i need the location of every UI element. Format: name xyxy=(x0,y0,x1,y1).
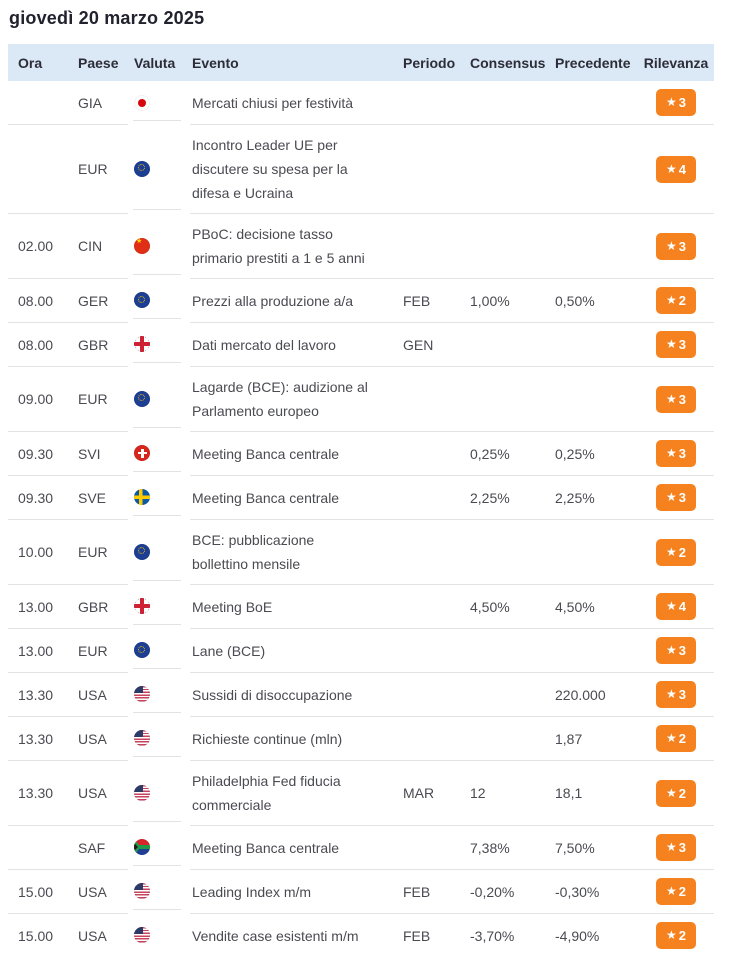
column-header-consensus: Consensus xyxy=(470,54,546,71)
relevance-value: 2 xyxy=(678,884,686,899)
previous-cell: 4,50% xyxy=(553,584,638,628)
event-row xyxy=(8,213,714,278)
star-icon: ★ xyxy=(666,731,677,745)
relevance-badge xyxy=(656,637,696,664)
previous-cell xyxy=(553,519,638,584)
consensus-cell: 2,25% xyxy=(468,475,553,519)
period-cell: FEB xyxy=(402,869,468,913)
usa-flag-icon xyxy=(134,730,150,746)
consensus-cell xyxy=(468,366,553,431)
period-cell: FEB xyxy=(402,913,468,957)
period-cell xyxy=(402,519,468,584)
relevance-value: 3 xyxy=(678,391,686,407)
relevance-value: 3 xyxy=(678,490,686,505)
previous-cell xyxy=(553,213,638,278)
star-icon: ★ xyxy=(666,928,677,942)
event-cell: BCE: pubblicazione bollettino mensile xyxy=(190,519,402,584)
relevance-badge xyxy=(656,725,696,752)
time-cell: 13.30 xyxy=(8,760,68,825)
previous-cell: -4,90% xyxy=(553,913,638,957)
consensus-cell xyxy=(468,672,553,716)
event-row xyxy=(8,869,714,913)
event-row xyxy=(8,760,714,825)
star-icon: ★ xyxy=(666,337,677,351)
previous-cell: -0,30% xyxy=(553,869,638,913)
period-cell xyxy=(402,716,468,760)
country-cell: USA xyxy=(68,913,128,957)
event-cell: Meeting Banca centrale xyxy=(190,431,402,475)
time-cell: 15.00 xyxy=(8,869,68,913)
relevance-badge xyxy=(656,878,696,905)
country-cell: EUR xyxy=(68,366,128,431)
previous-cell: 0,25% xyxy=(553,431,638,475)
country-cell: CIN xyxy=(68,213,128,278)
column-header-precedente: Precedente xyxy=(555,54,631,71)
time-cell: 13.00 xyxy=(8,584,68,628)
consensus-cell: -0,20% xyxy=(468,869,553,913)
uk-flag-icon xyxy=(134,336,150,352)
star-icon: ★ xyxy=(666,785,677,800)
period-cell xyxy=(402,672,468,716)
period-cell: GEN xyxy=(402,322,468,366)
time-cell: 09.30 xyxy=(8,475,68,519)
consensus-cell: 7,38% xyxy=(468,825,553,869)
relevance-value: 2 xyxy=(678,731,686,746)
column-header-paese: Paese xyxy=(78,54,119,71)
event-row xyxy=(8,825,714,869)
switzerland-flag-icon xyxy=(134,445,150,461)
eu-flag-icon xyxy=(134,161,150,177)
consensus-cell xyxy=(468,213,553,278)
star-icon: ★ xyxy=(666,643,677,657)
relevance-value: 3 xyxy=(678,840,686,855)
country-cell: GBR xyxy=(68,322,128,366)
eu-flag-icon xyxy=(134,292,150,308)
period-cell xyxy=(402,366,468,431)
relevance-badge xyxy=(656,834,696,861)
column-header-periodo: Periodo xyxy=(403,54,456,71)
period-cell xyxy=(402,628,468,672)
star-icon: ★ xyxy=(666,840,677,854)
previous-cell: 1,87 xyxy=(553,716,638,760)
event-row xyxy=(8,475,714,519)
relevance-badge xyxy=(656,484,696,511)
relevance-badge xyxy=(656,681,696,708)
country-cell: SAF xyxy=(68,825,128,869)
period-cell xyxy=(402,81,468,124)
relevance-badge xyxy=(656,440,696,467)
period-cell: MAR xyxy=(402,760,468,825)
star-icon: ★ xyxy=(666,446,677,460)
consensus-cell xyxy=(468,81,553,124)
country-cell: USA xyxy=(68,869,128,913)
country-cell: EUR xyxy=(68,519,128,584)
country-cell: SVE xyxy=(68,475,128,519)
event-row xyxy=(8,81,714,124)
country-cell: GIA xyxy=(78,94,103,111)
relevance-value: 3 xyxy=(678,643,686,658)
event-cell: PBoC: decisione tasso primario prestiti a 1 e 5 anni xyxy=(190,213,402,278)
period-cell xyxy=(402,124,468,213)
relevance-badge xyxy=(656,539,696,566)
consensus-cell xyxy=(468,124,553,213)
relevance-value: 2 xyxy=(678,293,686,308)
column-header-valuta: Valuta xyxy=(134,54,176,71)
relevance-value: 2 xyxy=(678,544,686,560)
time-cell xyxy=(8,81,68,124)
relevance-badge xyxy=(656,233,696,260)
relevance-value: 4 xyxy=(678,599,686,614)
eu-flag-icon xyxy=(134,642,150,658)
time-cell: 09.00 xyxy=(8,366,68,431)
country-cell: GER xyxy=(68,278,128,322)
event-cell: Sussidi di disoccupazione xyxy=(190,672,402,716)
country-cell: GBR xyxy=(68,584,128,628)
event-cell: Leading Index m/m xyxy=(190,869,402,913)
column-header-evento: Evento xyxy=(192,54,239,71)
consensus-cell xyxy=(468,716,553,760)
period-cell xyxy=(402,584,468,628)
consensus-cell: 0,25% xyxy=(468,431,553,475)
event-cell: Richieste continue (mln) xyxy=(190,716,402,760)
star-icon: ★ xyxy=(666,391,677,406)
relevance-value: 3 xyxy=(678,446,686,461)
period-cell xyxy=(402,213,468,278)
time-cell xyxy=(8,825,68,869)
relevance-badge xyxy=(656,922,696,949)
star-icon: ★ xyxy=(666,687,677,701)
event-cell: Lagarde (BCE): audizione al Parlamento europeo xyxy=(190,366,402,431)
column-header-ora: Ora xyxy=(18,54,43,71)
calendar-table-header xyxy=(8,44,714,81)
relevance-badge xyxy=(656,156,696,183)
consensus-cell xyxy=(468,628,553,672)
time-cell: 08.00 xyxy=(8,278,68,322)
period-cell: FEB xyxy=(402,278,468,322)
consensus-cell: 1,00% xyxy=(468,278,553,322)
previous-cell xyxy=(553,322,638,366)
star-icon: ★ xyxy=(666,884,677,898)
south-africa-flag-icon xyxy=(134,839,150,855)
event-row xyxy=(8,672,714,716)
relevance-badge xyxy=(656,386,696,413)
previous-cell: 0,50% xyxy=(553,278,638,322)
column-header-rilevanza: Rilevanza xyxy=(643,54,709,71)
previous-cell xyxy=(553,124,638,213)
event-cell: Philadelphia Fed fiducia commerciale xyxy=(190,760,402,825)
time-cell: 13.30 xyxy=(8,672,68,716)
event-row xyxy=(8,716,714,760)
consensus-cell xyxy=(468,322,553,366)
time-cell: 15.00 xyxy=(8,913,68,957)
event-cell: Mercati chiusi per festività xyxy=(192,94,354,111)
time-cell: 02.00 xyxy=(8,213,68,278)
previous-cell: 7,50% xyxy=(553,825,638,869)
eu-flag-icon xyxy=(134,391,150,407)
event-cell: Vendite case esistenti m/m xyxy=(190,913,402,957)
relevance-value: 3 xyxy=(678,238,686,254)
star-icon: ★ xyxy=(666,238,677,253)
period-cell xyxy=(402,431,468,475)
previous-cell xyxy=(553,366,638,431)
relevance-value: 3 xyxy=(678,95,686,110)
country-cell: USA xyxy=(68,760,128,825)
previous-cell: 18,1 xyxy=(553,760,638,825)
event-cell: Meeting BoE xyxy=(190,584,402,628)
sweden-flag-icon xyxy=(134,489,150,505)
usa-flag-icon xyxy=(134,927,150,943)
usa-flag-icon xyxy=(134,686,150,702)
relevance-value: 3 xyxy=(678,337,686,352)
star-icon: ★ xyxy=(666,161,677,176)
relevance-value: 2 xyxy=(678,928,686,943)
consensus-cell: -3,70% xyxy=(468,913,553,957)
time-cell: 13.00 xyxy=(8,628,68,672)
event-cell: Dati mercato del lavoro xyxy=(190,322,402,366)
time-cell: 09.30 xyxy=(8,431,68,475)
event-row xyxy=(8,278,714,322)
event-row xyxy=(8,366,714,431)
event-row xyxy=(8,322,714,366)
time-cell: 10.00 xyxy=(8,519,68,584)
relevance-badge xyxy=(656,780,696,807)
eu-flag-icon xyxy=(134,544,150,560)
event-row xyxy=(8,913,714,957)
relevance-badge xyxy=(656,593,696,620)
event-cell: Prezzi alla produzione a/a xyxy=(190,278,402,322)
previous-cell: 2,25% xyxy=(553,475,638,519)
event-row xyxy=(8,519,714,584)
usa-flag-icon xyxy=(134,785,150,801)
previous-cell: 220.000 xyxy=(553,672,638,716)
star-icon: ★ xyxy=(666,599,677,613)
event-cell: Meeting Banca centrale xyxy=(190,825,402,869)
event-cell: Incontro Leader UE per discutere su spesa per la difesa e Ucraina xyxy=(190,124,402,213)
star-icon: ★ xyxy=(666,293,677,307)
calendar-table-body xyxy=(8,81,714,957)
usa-flag-icon xyxy=(134,883,150,899)
event-row xyxy=(8,431,714,475)
event-row xyxy=(8,628,714,672)
relevance-badge xyxy=(656,331,696,358)
event-cell: Meeting Banca centrale xyxy=(190,475,402,519)
relevance-badge xyxy=(656,89,696,116)
page-title: giovedì 20 marzo 2025 xyxy=(9,8,205,28)
china-flag-icon xyxy=(134,238,150,254)
uk-flag-icon xyxy=(134,598,150,614)
country-cell: USA xyxy=(68,716,128,760)
country-cell: SVI xyxy=(68,431,128,475)
relevance-value: 2 xyxy=(678,785,686,801)
consensus-cell xyxy=(468,519,553,584)
time-cell xyxy=(8,124,68,213)
event-row xyxy=(8,124,714,213)
previous-cell xyxy=(553,81,638,124)
country-cell: USA xyxy=(68,672,128,716)
relevance-badge xyxy=(656,287,696,314)
time-cell: 13.30 xyxy=(8,716,68,760)
previous-cell xyxy=(553,628,638,672)
consensus-cell: 4,50% xyxy=(468,584,553,628)
period-cell xyxy=(402,475,468,519)
consensus-cell: 12 xyxy=(468,760,553,825)
time-cell: 08.00 xyxy=(8,322,68,366)
event-row xyxy=(8,584,714,628)
calendar-table xyxy=(8,44,714,957)
country-cell: EUR xyxy=(68,628,128,672)
relevance-value: 4 xyxy=(678,161,686,177)
star-icon: ★ xyxy=(666,490,677,504)
star-icon: ★ xyxy=(666,544,677,559)
relevance-value: 3 xyxy=(678,687,686,702)
country-cell: EUR xyxy=(68,124,128,213)
period-cell xyxy=(402,825,468,869)
event-cell: Lane (BCE) xyxy=(190,628,402,672)
japan-flag-icon xyxy=(134,95,150,111)
star-icon: ★ xyxy=(666,95,677,109)
